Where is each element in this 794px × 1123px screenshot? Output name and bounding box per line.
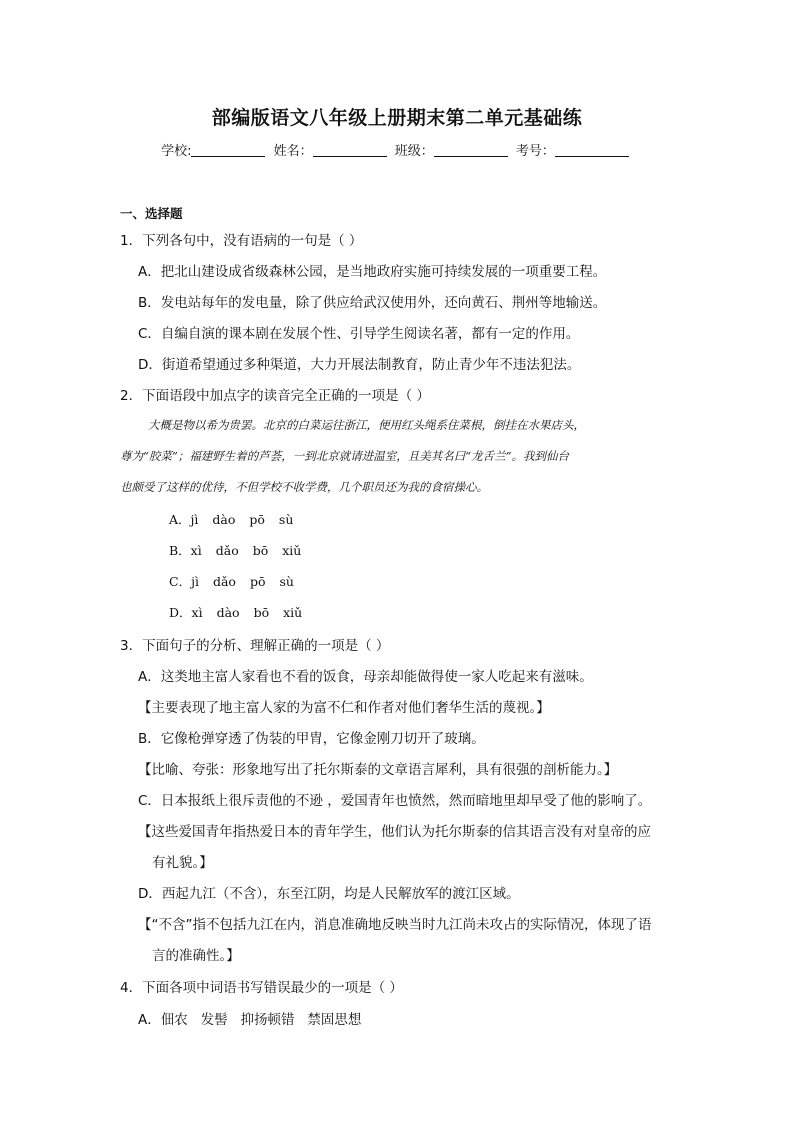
exam-number-label: 考号： [515, 144, 555, 159]
question-4-stem: 4．下面各项中词语书写错误最少的一项是（ ） [120, 980, 403, 996]
question-1-stem: 1．下列各句中，没有语病的一句是（ ） [120, 233, 363, 249]
option-b-4: xiǔ [282, 543, 302, 558]
question-3-option-d-note-1: 【“不含”指不包括九江在内，消息准确地反映当时九江尚未攻占的实际情况，体现了语 [138, 917, 652, 933]
question-1-option-b: B．发电站每年的发电量，除了供应给武汉使用外，还向黄石、荆州等地输送。 [138, 295, 607, 311]
question-2-passage-line-3: 也颇受了这样的优待，不但学校不收学费，几个职员还为我的食宿操心。 [120, 480, 488, 494]
question-2-passage-line-2: 尊为“胶菜”；福建野生着的芦荟，一到北京就请进温室，且美其名曰“龙舌兰”。我到仙台 [120, 449, 570, 463]
option-c-3: pō [249, 574, 266, 589]
option-a-4: sù [278, 512, 294, 527]
question-3-option-b: B．它像枪弹穿透了伪装的甲胄，它像金刚刀切开了玻璃。 [138, 731, 485, 747]
question-3-option-c-note-1: 【这些爱国青年指热爱日本的青年学生，他们认为托尔斯泰的信其语言没有对皇帝的应 [138, 824, 651, 840]
option-b-1: B．xì [169, 543, 202, 558]
question-3-stem: 3．下面句子的分析、理解正确的一项是（ ） [120, 638, 390, 654]
option-b-2: dǎo [215, 543, 239, 558]
question-4-option-a: A．佃农 发髻 抑扬顿错 禁固思想 [138, 1012, 362, 1028]
name-blank[interactable] [313, 144, 387, 157]
question-3-option-c-note-2: 有礼貌。】 [152, 855, 213, 871]
school-blank[interactable] [191, 144, 265, 157]
option-c-2: dǎo [212, 574, 236, 589]
question-3-option-a: A．这类地主富人家看也不看的饭食，母亲却能做得使一家人吃起来有滋味。 [138, 669, 593, 685]
question-1-option-a: A．把北山建设成省级森林公园，是当地政府实施可持续发展的一项重要工程。 [138, 264, 607, 280]
exam-number-blank[interactable] [555, 144, 629, 157]
student-info-line [0, 140, 794, 159]
class-blank[interactable] [434, 144, 508, 157]
section-heading: 一、选择题 [120, 206, 183, 221]
question-2-passage-line-1: 大概是物以希为贵罢。北京的白菜运往浙江，便用红头绳系住菜根，倒挂在水果店头， [148, 418, 585, 432]
option-d-4: xiǔ [283, 605, 303, 620]
question-1-option-d: D．街道希望通过多种渠道，大力开展法制教育，防止青少年不违法犯法。 [138, 357, 581, 373]
question-3-option-d: D．西起九江（不含），东至江阴，均是人民解放军的渡江区域。 [138, 886, 520, 902]
question-2-option-b [169, 541, 315, 559]
question-3-option-b-note: 【比喻、夸张：形象地写出了托尔斯泰的文章语言犀利，具有很强的剖析能力。】 [138, 762, 618, 778]
option-c-1: C．jì [169, 574, 199, 589]
option-a-2: dào [212, 512, 236, 527]
name-label: 姓名： [273, 144, 313, 159]
question-2-option-a [169, 510, 307, 528]
question-2-stem: 2．下面语段中加点字的读音完全正确的一项是（ ） [120, 388, 430, 404]
option-d-2: dào [216, 605, 240, 620]
question-2-option-c [169, 572, 308, 590]
question-3-option-c: C．日本报纸上很斥责他的不逊 ，爱国青年也愤然，然而暗地里却早受了他的影响了。 [138, 793, 652, 809]
page-title: 部编版语文八年级上册期末第二单元基础练 [211, 107, 583, 129]
question-2-option-d [169, 603, 316, 621]
question-1-option-c: C．自编自演的课本剧在发展个性、引导学生阅读名著，都有一定的作用。 [138, 326, 580, 342]
option-d-1: D．xì [169, 605, 203, 620]
option-a-3: pō [249, 512, 265, 527]
option-c-4: sù [279, 574, 294, 589]
option-d-3: bō [253, 605, 270, 620]
option-b-3: bō [252, 543, 269, 558]
option-a-1: A．jì [169, 512, 199, 527]
school-label: 学校: [161, 144, 192, 159]
question-3-option-d-note-2: 言的准确性。】 [152, 948, 240, 964]
class-label: 班级： [394, 144, 434, 159]
question-3-option-a-note: 【主要表现了地主富人家的为富不仁和作者对他们奢华生活的蔑视。】 [138, 700, 550, 716]
